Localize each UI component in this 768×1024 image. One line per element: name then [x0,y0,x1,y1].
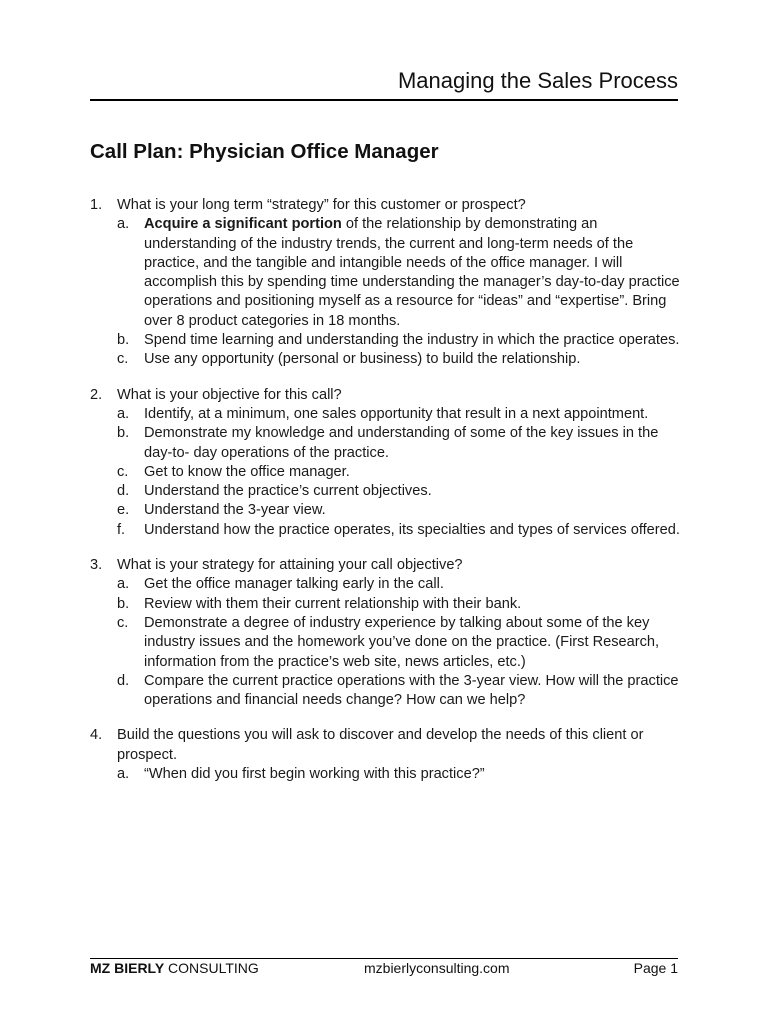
footer-company-rest: CONSULTING [164,960,259,976]
answer-item [117,331,682,350]
answer-body: Understand the practice’s current objectives. [144,483,432,500]
question-number: 3. [90,557,103,574]
answer-text [144,673,679,708]
question-item [90,556,682,710]
answer-text [144,615,659,670]
answer-list [117,405,682,540]
answer-item [117,405,682,424]
question-item [90,386,682,540]
question-number: 4. [90,727,103,744]
answer-list [117,575,682,710]
answer-item [117,614,682,672]
question-text: What is your objective for this call? [117,386,342,403]
answer-body: Get to know the office manager. [144,463,350,480]
answer-letter: c. [117,351,129,368]
answer-text [144,332,679,348]
answer-body: Demonstrate my knowledge and understanding of some of the key issues in the day-to- day operations of the practice. [144,425,659,461]
answer-text [144,351,580,367]
answer-text [144,406,648,422]
answer-item [117,575,682,594]
answer-body: of the relationship by demonstrating an understanding of the industry trends, the current and long-term needs of the practice, and the tangible and intangible needs of the office manager. I will accomplish this by spending time understanding the manager’s day-to-day practice operations and positioning myself as a resource for “ideas” and “expertise”. Bring over 8 product categories in 18 months. [144,216,680,329]
question-text: What is your strategy for attaining your call objective? [117,557,463,574]
answer-letter: c. [117,614,129,631]
answer-item [117,482,682,501]
answer-item [117,672,682,711]
answer-letter: a. [117,216,130,233]
answer-body: Review with them their current relationship with their bank. [144,595,522,612]
question-item [90,196,682,370]
question-item [90,726,682,784]
answer-body: Compare the current practice operations with the 3-year view. How will the practice operations and financial needs change? How can we help? [144,672,679,709]
document-title: Call Plan: Physician Office Manager [90,140,439,163]
answer-letter: a. [117,576,130,593]
answer-letter: a. [117,405,130,422]
answer-body: Use any opportunity (personal or business) to build the relationship. [144,351,581,368]
answer-letter: d. [117,672,130,689]
answer-letter: b. [117,595,130,612]
answer-item [117,215,682,331]
answer-text [144,576,444,592]
footer-company-bold: MZ BIERLY [90,960,165,976]
answer-text [144,502,326,518]
answer-item [117,424,682,463]
answer-item [117,595,682,614]
question-list [90,196,682,800]
answer-text [144,425,658,460]
answer-body: Understand how the practice operates, its specialties and types of services offered. [144,521,680,538]
footer-divider [90,958,678,959]
footer-website: mzbierlyconsulting.com [364,960,510,976]
answer-text [144,522,680,538]
answer-text [144,483,432,499]
answer-letter: c. [117,463,129,480]
question-number: 1. [90,197,103,213]
answer-letter: b. [117,332,130,349]
answer-list [117,765,682,784]
answer-item [117,521,682,540]
answer-letter: d. [117,483,130,500]
answer-text [144,216,680,328]
question-text: Build the questions you will ask to discover and develop the needs of this client or prospect. [117,727,644,763]
answer-letter: f. [117,521,126,538]
answer-body: Get the office manager talking early in the call. [144,576,444,593]
answer-letter: b. [117,425,130,442]
answer-letter: e. [117,502,130,519]
answer-item [117,765,682,784]
answer-body: Demonstrate a degree of industry experience by talking about some of the key industry issues and the homework you’ve done on the practice. (First Research, information from the practice’s web site, news articles, etc.) [144,614,660,670]
answer-item [117,501,682,520]
answer-text [144,766,485,782]
answer-item [117,463,682,482]
answer-item [117,350,682,369]
header-divider [90,99,678,101]
answer-emphasis: Acquire a significant portion [144,216,342,233]
question-text: What is your long term “strategy” for this customer or prospect? [117,197,526,213]
answer-body: Identify, at a minimum, one sales opportunity that result in a next appointment. [144,405,649,422]
footer-page-number: Page 1 [633,960,678,976]
answer-body: Spend time learning and understanding the industry in which the practice operates. [144,332,680,349]
answer-body: Understand the 3-year view. [144,502,326,519]
answer-list [117,215,682,369]
header-title: Managing the Sales Process [397,68,678,93]
answer-text [144,464,350,480]
answer-text [144,596,521,612]
answer-letter: a. [117,766,130,783]
answer-body: “When did you first begin working with this practice?” [144,766,485,783]
question-number: 2. [90,386,103,403]
footer-company [90,960,259,976]
